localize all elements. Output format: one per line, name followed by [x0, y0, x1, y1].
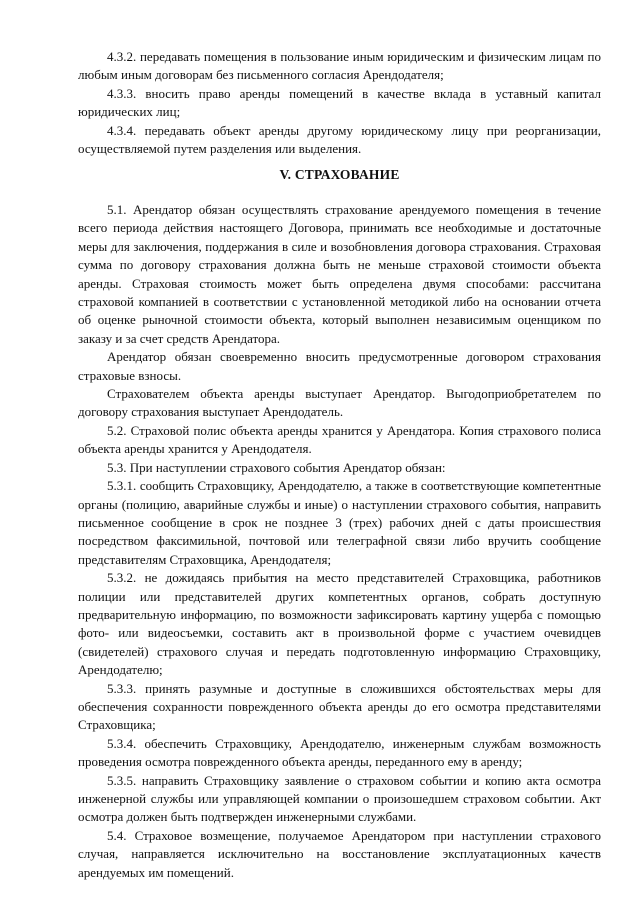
clause-5-3-2: 5.3.2. не дожидаясь прибытия на место представителей Страховщика, работников полиции или представителей других компетентных органов, собрать доступную предварительную информацию, по возможности зафиксировать картину ущерба с помощью фото- или видеосъемки, составить акт в произвольной форме с участием очевидцев (свидетелей) страхового случая и передать подготовленную информацию Страховщику, Арендодателю; — [78, 570, 601, 678]
clause-5-4: 5.4. Страховое возмещение, получаемое Арендатором при наступлении страхового случая, направляется исключительно на восстановление эксплуатационных качеств арендуемых им помещений. — [78, 827, 601, 880]
clause-5-3-5: 5.3.5. направить Страховщику заявление о страховом событии и копию акта осмотра инженерной службы или управляющей компании о произошедшем страховом событии. Акт осмотра должен быть подтвержден инженерными службами. — [78, 772, 601, 825]
prohibitions-section — [78, 48, 601, 158]
clause-4-3-4: 4.3.4. передавать объект аренды другому юридическому лицу при реорганизации, осуществляемой путем разделения или выделения. — [78, 122, 601, 157]
clause-5-1-insured: Страхователем объекта аренды выступает Арендатор. Выгодоприобретателем по договору страхования выступает Арендодатель. — [78, 386, 601, 420]
clause-5-3: 5.3. При наступлении страхового события Арендатор обязан: — [107, 459, 446, 475]
clause-4-3-3: 4.3.3. вносить право аренды помещений в качестве вклада в уставный капитал юридических лиц; — [78, 85, 601, 120]
clause-5-3-3: 5.3.3. принять разумные и доступные в сложившихся обстоятельствах меры для обеспечения сохранности поврежденного объекта аренды до его осмотра представителями Страховщика; — [78, 680, 601, 733]
clause-4-3-2: 4.3.2. передавать помещения в пользование иным юридическим и физическим лицам по любым иным договорам без письменного согласия Арендодателя; — [78, 49, 601, 83]
clause-5-3-4: 5.3.4. обеспечить Страховщику, Арендодателю, инженерным службам возможность проведения осмотра поврежденного объекта аренды, переданного ему в аренду; — [78, 735, 601, 770]
section-title: V. СТРАХОВАНИЕ — [279, 167, 400, 182]
insurance-section — [78, 201, 601, 882]
clause-5-1: 5.1. Арендатор обязан осуществлять страхование арендуемого помещения в течение всего периода действия настоящего Договора, принимать все необходимые и достаточные меры для заключения, поддержания в силе и возобновления договора страхования. Страховая сумма по договору страхования должна быть не меньше страховой стоимости объекта аренды. Страховая стоимость может быть определена двумя способами: рассчитана страховой компанией в соответствии с установленной методикой либо на основании отчета об оценке рыночной стоимости объекта, который выполнен независимым оценщиком по заказу и за счет средств Арендатора. — [78, 202, 601, 346]
clause-5-3-1: 5.3.1. сообщить Страховщику, Арендодателю, а также в соответствующие компетентные органы (полицию, аварийные службы и иные) о наступлении страхового события, направить письменное сообщение в срок не позднее 3 (трех) рабочих дней с даты происшествия посредством факсимильной, почтовой или телеграфной связи либо вручить сообщение представителям Страховщика, Арендодателя; — [78, 478, 601, 567]
clause-5-2: 5.2. Страховой полис объекта аренды хранится у Арендатора. Копия страхового полиса объекта аренды хранится у Арендодателя. — [78, 422, 601, 457]
clause-5-1-premiums: Арендатор обязан своевременно вносить предусмотренные договором страхования страховые взносы. — [78, 349, 601, 383]
